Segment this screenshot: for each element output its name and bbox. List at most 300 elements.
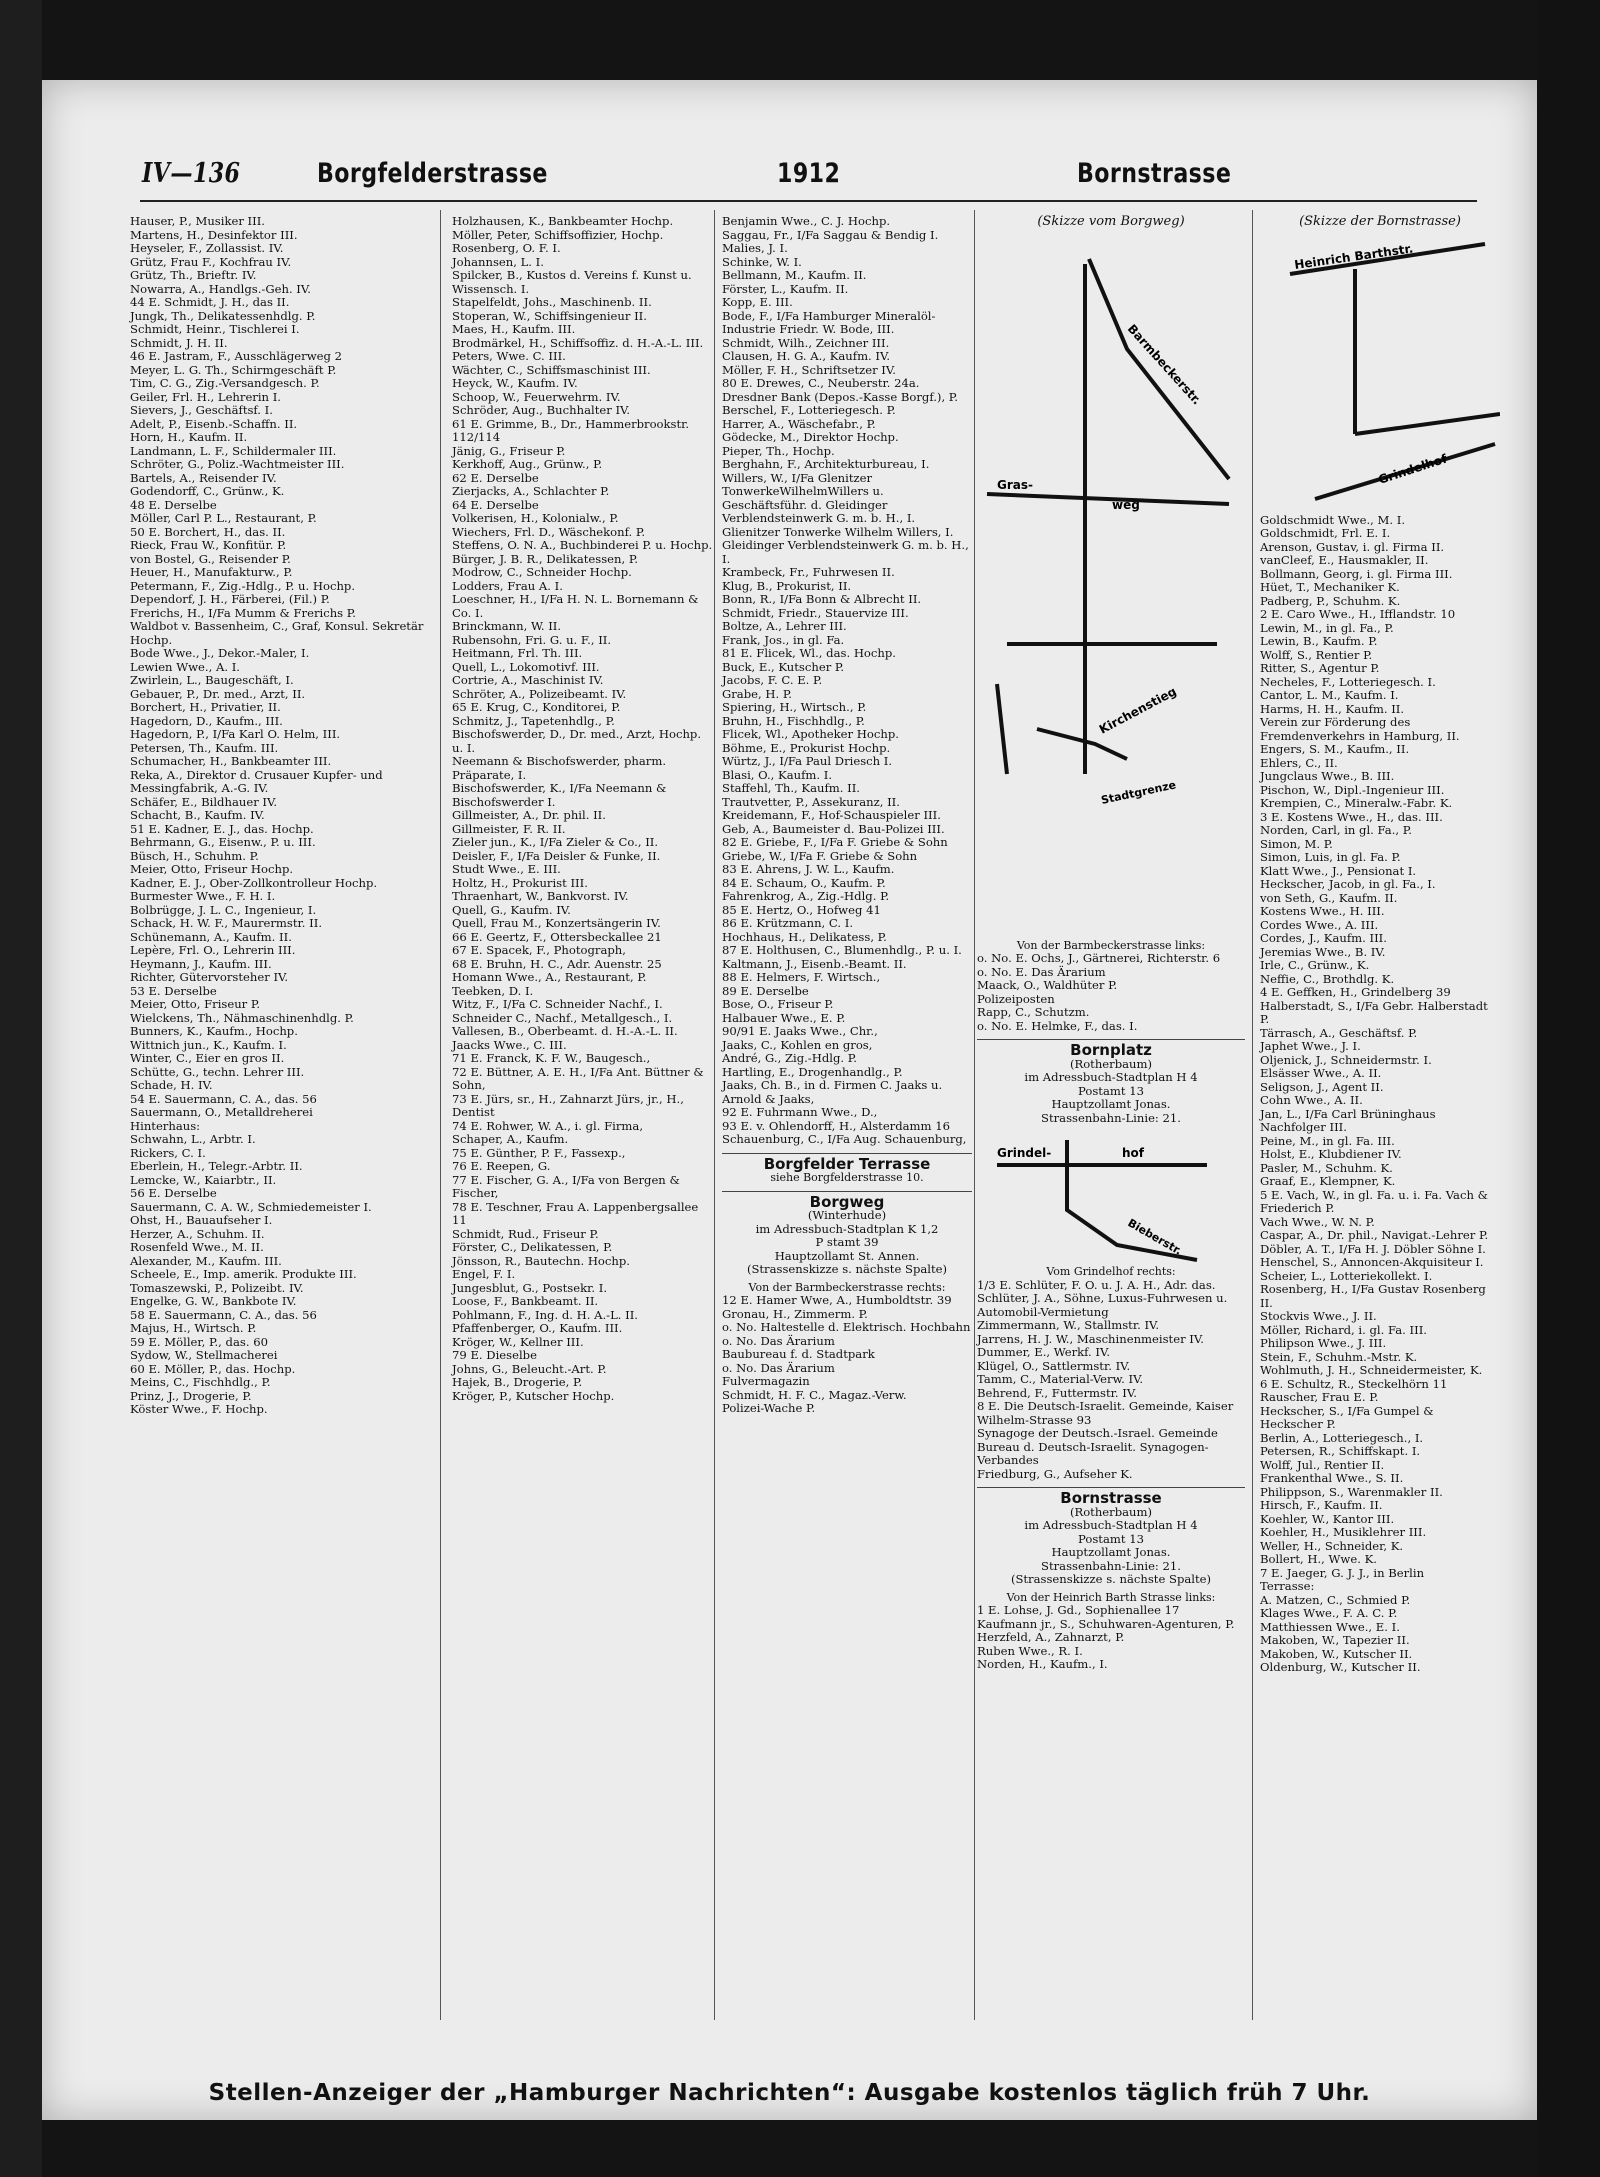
directory-entry: Hirsch, F., Kaufm. II. — [1260, 1498, 1383, 1512]
directory-entry: 76 E. Reepen, G. — [452, 1159, 551, 1173]
directory-entry: Irle, C., Grünw., K. — [1260, 958, 1370, 972]
bornstrasse-box — [977, 1487, 1245, 1587]
column-1-entries — [130, 215, 435, 1417]
column-3 — [722, 215, 972, 1416]
box-title: Bornplatz — [1070, 1041, 1152, 1059]
directory-entry: Martens, H., Desinfektor III. — [130, 227, 298, 242]
directory-entry: Weller, H., Schneider, K. — [1260, 1538, 1404, 1553]
directory-entry: Maes, H., Kaufm. III. — [452, 322, 576, 336]
directory-entry: Jungclaus Wwe., B. III. — [1260, 769, 1395, 783]
directory-entry: Makoben, W., Tapezier II. — [1260, 1633, 1410, 1647]
directory-entry: A. Matzen, C., Schmied P. — [1260, 1592, 1411, 1607]
column-divider — [1252, 210, 1253, 2020]
page-number: IV—136 — [142, 158, 241, 189]
sketch-label-kirchenstieg: Kirchenstieg — [1096, 683, 1179, 737]
directory-entry: Hauptzollamt Jonas. — [1051, 1097, 1171, 1111]
directory-entry: Flicek, Wl., Apotheker Hochp. — [722, 727, 899, 741]
directory-entry: Jarrens, H. J. W., Maschinenmeister IV. — [977, 1331, 1204, 1346]
directory-entry: Seligson, J., Agent II. — [1260, 1079, 1384, 1094]
directory-entry: Majus, H., Wirtsch. P. — [130, 1321, 257, 1335]
directory-entry: o. No. E. Helmke, F., das. I. — [977, 1018, 1138, 1033]
directory-entry: 90/91 E. Jaaks Wwe., Chr., — [722, 1024, 878, 1038]
directory-entry: Klatt Wwe., J., Pensionat I. — [1260, 863, 1417, 878]
directory-entry: Arenson, Gustav, i. gl. Firma II. — [1260, 539, 1445, 554]
directory-entry: Jaacks Wwe., C. III. — [452, 1037, 567, 1052]
directory-entry: Frank, Jos., in gl. Fa. — [722, 632, 845, 647]
directory-entry: Wielckens, Th., Nähmaschinenhdlg. P. — [130, 1010, 354, 1025]
directory-entry: Deisler, F., I/Fa Deisler & Funke, II. — [452, 848, 661, 863]
header-rule — [140, 200, 1477, 202]
directory-entry: Goldschmidt Wwe., M. I. — [1260, 512, 1406, 527]
box-entries — [722, 1294, 972, 1416]
directory-entry: 1/3 E. Schlüter, F. O. u. J. A. H., Adr. das. — [977, 1277, 1216, 1292]
directory-entry: Makoben, W., Kutscher II. — [1260, 1646, 1413, 1661]
directory-entry: Schröter, G., Poliz.-Wachtmeister III. — [130, 457, 345, 471]
directory-entry: Kaltmann, J., Eisenb.-Beamt. II. — [722, 956, 907, 971]
directory-entry: Wohlmuth, J. H., Schneidermeister, K. — [1260, 1363, 1483, 1377]
directory-entry: Holtz, H., Prokurist III. — [452, 875, 588, 890]
directory-entry: Richter, Gütervorsteher IV. — [130, 970, 289, 984]
directory-entry: Gronau, H., Zimmerm. P. — [722, 1306, 868, 1321]
directory-entry: Schumacher, H., Bankbeamter III. — [130, 754, 332, 768]
directory-entry: Heuer, H., Manufakturw., P. — [130, 565, 293, 579]
directory-entry: 3 E. Kostens Wwe., H., das. III. — [1260, 809, 1443, 824]
directory-entry: Zwirlein, L., Baugeschäft, I. — [130, 673, 294, 687]
directory-entry: (Strassenskizze s. nächste Spalte) — [1010, 1572, 1212, 1586]
directory-entry: Bartels, A., Reisender IV. — [130, 470, 277, 485]
directory-entry: o. No. Das Ärarium — [722, 1333, 835, 1348]
directory-entry: Sievers, J., Geschäftsf. I. — [130, 403, 273, 417]
directory-entry: Schinke, W. I. — [722, 254, 802, 269]
directory-entry: Scheier, L., Lotteriekollekt. I. — [1260, 1268, 1433, 1283]
box-lines — [722, 1209, 972, 1277]
directory-entry: Harms, H. H., Kaufm. II. — [1260, 701, 1405, 716]
directory-entry: Schmidt, Wilh., Zeichner III. — [722, 335, 890, 350]
directory-entry: Benjamin Wwe., C. J. Hochp. — [722, 214, 891, 228]
column-3-entries — [722, 215, 972, 1147]
directory-entry: Schneider C., Nachf., Metallgesch., I. — [452, 1010, 673, 1025]
directory-entry: Wittnich jun., K., Kaufm. I. — [130, 1037, 287, 1052]
directory-entry: Brodmärkel, H., Schiffsoffiz. d. H.-A.-L. III. — [452, 335, 704, 350]
sketch-label-weg: weg — [1112, 497, 1140, 512]
directory-entry: Loose, F., Bankbeamt. II. — [452, 1294, 599, 1308]
directory-entry: Jaaks, Ch. B., in d. Firmen C. Jaaks u. Arnold & Jaaks, — [722, 1078, 946, 1106]
directory-entry: Möller, Richard, i. gl. Fa. III. — [1260, 1322, 1427, 1337]
directory-entry: Förster, L., Kaufm. II. — [722, 281, 849, 296]
year-title: 1912 — [777, 158, 841, 189]
directory-entry: Neemann & Bischofswerder, pharm. Präparate, I. — [452, 754, 670, 782]
directory-entry: Tärrasch, A., Geschäftsf. P. — [1260, 1025, 1418, 1040]
directory-entry: Kröger, W., Kellner III. — [452, 1334, 584, 1349]
sketch-label-grindelhof: Grindelhof — [1376, 451, 1449, 487]
directory-entry: Borchert, H., Privatier, II. — [130, 700, 281, 714]
directory-entry: Neffie, C., Brothdlg. K. — [1260, 971, 1395, 986]
scan-border-right — [1537, 0, 1600, 2177]
sketch-label-heinrich-barthstr: Heinrich Barthstr. — [1293, 240, 1415, 272]
directory-entry: Sydow, W., Stellmacherei — [130, 1348, 278, 1362]
sketch-label-gras: Gras- — [997, 477, 1033, 492]
directory-entry: Büsch, H., Schuhm. P. — [130, 848, 259, 863]
directory-entry: Tamm, C., Material-Verw. IV. — [977, 1372, 1144, 1386]
directory-entry: Engelke, G. W., Bankbote IV. — [130, 1294, 297, 1308]
directory-entry: Grabe, H. P. — [722, 686, 792, 701]
directory-entry: Postamt 13 — [1078, 1083, 1144, 1098]
directory-entry: Vallesen, B., Oberbeamt. d. H.-A.-L. II. — [452, 1024, 678, 1038]
directory-entry: Ehlers, C., II. — [1260, 755, 1338, 770]
directory-entry: Horn, H., Kaufm. II. — [130, 430, 248, 444]
directory-entry: Winter, C., Eier en gros II. — [130, 1051, 285, 1065]
directory-entry: 12 E. Hamer Wwe, A., Humboldtstr. 39 — [722, 1293, 952, 1307]
directory-entry: Steffens, O. N. A., Buchbinderei P. u. Hochp. — [452, 538, 713, 552]
box-subtitle: siehe Borgfelderstrasse 10. — [770, 1171, 924, 1184]
column-divider — [714, 210, 715, 2020]
directory-entry: Halberstadt, S., I/Fa Gebr. Halberstadt P. — [1260, 998, 1492, 1026]
directory-entry: 56 E. Derselbe — [130, 1186, 217, 1200]
directory-entry: Landmann, L. F., Schildermaler III. — [130, 443, 337, 458]
directory-entry: Synagoge der Deutsch.-Israel. Gemeinde — [977, 1426, 1218, 1440]
directory-entry: 93 E. v. Ohlendorff, H., Alsterdamm 16 — [722, 1118, 950, 1133]
directory-entry: Schauenburg, C., I/Fa Aug. Schauenburg, — [722, 1132, 967, 1146]
directory-entry: Cohn Wwe., A. II. — [1260, 1093, 1363, 1107]
directory-entry: Hochhaus, H., Delikatess, P. — [722, 929, 887, 944]
directory-entry: Quell, Frau M., Konzertsängerin IV. — [452, 916, 661, 930]
directory-entry: 65 E. Krug, C., Konditorei, P. — [452, 700, 621, 714]
directory-entry: Schwahn, L., Arbtr. I. — [130, 1132, 256, 1146]
directory-entry: Berghahn, F., Architekturbureau, I. — [722, 457, 930, 471]
directory-entry: 75 E. Günther, P. F., Fassexp., — [452, 1145, 626, 1160]
directory-entry: Scheele, E., Imp. amerik. Produkte III. — [130, 1267, 357, 1281]
directory-entry: 72 E. Büttner, A. E. H., I/Fa Ant. Büttner & Sohn, — [452, 1064, 708, 1092]
directory-entry: Koehler, W., Kantor III. — [1260, 1511, 1395, 1526]
directory-entry: 92 E. Fuhrmann Wwe., D., — [722, 1105, 878, 1119]
bornplatz-box — [977, 1039, 1245, 1125]
section-heading: Vom Grindelhof rechts: — [1046, 1265, 1176, 1278]
directory-entry: 82 E. Griebe, F., I/Fa F. Griebe & Sohn — [722, 835, 948, 849]
directory-entry: Heyseler, F., Zollassist. IV. — [130, 241, 284, 255]
directory-entry: Peters, Wwe. C. III. — [452, 349, 566, 363]
directory-entry: Verein zur Förderung des Fremdenverkehrs in Hamburg, II. — [1260, 715, 1460, 743]
directory-entry: Schröter, A., Polizeibeamt. IV. — [452, 686, 627, 701]
directory-entry: 66 E. Geertz, F., Ottersbeckallee 21 — [452, 929, 662, 944]
directory-entry: Kostens Wwe., H. III. — [1260, 904, 1385, 918]
directory-entry: Schmidt, H. F. C., Magaz.-Verw. — [722, 1387, 907, 1402]
directory-entry: Zimmermann, W., Stallmstr. IV. — [977, 1318, 1160, 1332]
directory-entry: Clausen, H. G. A., Kaufm. IV. — [722, 349, 891, 363]
directory-entry: 61 E. Grimme, B., Dr., Hammerbrookstr. 112/114 — [452, 416, 693, 444]
directory-entry: Ohst, H., Bauaufseher I. — [130, 1213, 273, 1227]
directory-entry: Philippson, S., Warenmakler II. — [1260, 1484, 1443, 1499]
directory-entry: Jacobs, F. C. E. P. — [722, 673, 823, 687]
directory-entry: Rosenberg, O. F. I. — [452, 241, 561, 255]
directory-entry: Gillmeister, A., Dr. phil. II. — [452, 808, 606, 822]
directory-entry: Grütz, Th., Brieftr. IV. — [130, 268, 257, 282]
directory-entry: Rapp, C., Schutzm. — [977, 1005, 1090, 1019]
directory-entry: Spiering, H., Wirtsch., P. — [722, 700, 867, 714]
directory-entry: Lodders, Frau A. I. — [452, 578, 563, 593]
directory-entry: Schmidt, Heinr., Tischlerei I. — [130, 322, 300, 336]
directory-entry: 78 E. Teschner, Frau A. Lappenbergsallee 11 — [452, 1199, 702, 1227]
directory-entry: Pfaffenberger, O., Kaufm. III. — [452, 1321, 623, 1335]
directory-entry: Bollmann, Georg, i. gl. Firma III. — [1260, 566, 1453, 581]
directory-entry: 48 E. Derselbe — [130, 497, 217, 512]
directory-entry: Rosenberg, H., I/Fa Gustav Rosenberg II. — [1260, 1282, 1490, 1310]
directory-entry: Kaufmann jr., S., Schuhwaren-Agenturen, P. — [977, 1616, 1235, 1631]
directory-entry: Wolff, S., Rentier P. — [1260, 647, 1373, 662]
directory-entry: Cordes Wwe., A. III. — [1260, 917, 1379, 932]
directory-entry: Baubureau f. d. Stadtpark — [722, 1347, 875, 1361]
directory-entry: Grütz, Frau F., Kochfrau IV. — [130, 254, 292, 269]
directory-entry: Graaf, E., Klempner, K. — [1260, 1174, 1396, 1188]
directory-entry: Dresdner Bank (Depos.-Kasse Borgf.), P. — [722, 389, 958, 404]
directory-entry: Heckscher, Jacob, in gl. Fa., I. — [1260, 877, 1436, 891]
section-heading: Von der Barmbeckerstrasse rechts: — [748, 1280, 946, 1294]
directory-entry: Willers, W., I/Fa Glenitzer TonwerkeWilhelmWillers u. Geschäftsführ. d. Gleidinger Verblendsteinwerk G. m. b. H., I. — [722, 470, 916, 525]
directory-entry: Kreidemann, F., Hof-Schauspieler III. — [722, 808, 941, 822]
directory-entry: Loeschner, H., I/Fa H. N. L. Bornemann & Co. I. — [452, 592, 703, 620]
directory-entry: Schaper, A., Kaufm. — [452, 1132, 569, 1146]
directory-entry: Klages Wwe., F. A. C. P. — [1260, 1606, 1398, 1620]
directory-entry: 8 E. Die Deutsch-Israelit. Gemeinde, Kaiser Wilhelm-Strasse 93 — [977, 1399, 1237, 1427]
directory-entry: Blasi, O., Kaufm. I. — [722, 767, 833, 782]
directory-entry: Rieck, Frau W., Konfitür. P. — [130, 538, 287, 552]
directory-entry: 51 E. Kadner, E. J., das. Hochp. — [130, 821, 314, 836]
directory-entry: Ritter, S., Agentur P. — [1260, 661, 1380, 675]
directory-entry: Rubensohn, Fri. G. u. F., II. — [452, 632, 612, 647]
directory-entry: (Strassenskizze s. nächste Spalte) — [746, 1262, 948, 1276]
directory-entry: Terrasse: — [1260, 1579, 1315, 1593]
directory-entry: Modrow, C., Schneider Hochp. — [452, 565, 632, 579]
directory-entry: P stamt 39 — [815, 1235, 879, 1249]
directory-entry: Alexander, M., Kaufm. III. — [130, 1253, 282, 1268]
column-divider — [440, 210, 441, 2020]
directory-entry: Stockvis Wwe., J. II. — [1260, 1309, 1377, 1323]
directory-entry: Postamt 13 — [1078, 1531, 1144, 1546]
directory-entry: Johannsen, L. I. — [452, 254, 544, 269]
directory-entry: 2 E. Caro Wwe., H., Ifflandstr. 10 — [1260, 607, 1456, 621]
directory-entry: Rosenfeld Wwe., M. II. — [130, 1240, 264, 1254]
directory-entry: Schmidt, J. H. II. — [130, 335, 228, 350]
directory-entry: 6 E. Schultz, R., Steckelhörn 11 — [1260, 1376, 1448, 1391]
directory-entry: Strassenbahn-Linie: 21. — [1041, 1110, 1181, 1125]
directory-entry: Ruben Wwe., R. I. — [977, 1643, 1083, 1658]
directory-entry: Engel, F. I. — [452, 1267, 516, 1281]
directory-entry: Lewin, M., in gl. Fa., P. — [1260, 620, 1394, 635]
directory-entry: Kadner, E. J., Ober-Zollkontrolleur Hochp. — [130, 875, 378, 890]
directory-entry: Simon, Luis, in gl. Fa. P. — [1260, 850, 1401, 864]
directory-entry: Hagedorn, P., I/Fa Karl O. Helm, III. — [130, 727, 341, 741]
directory-entry: Schütte, G., techn. Lehrer III. — [130, 1064, 305, 1079]
directory-entry: 64 E. Derselbe — [452, 497, 539, 512]
directory-entry: Förster, C., Delikatessen, P. — [452, 1240, 613, 1254]
directory-entry: 86 E. Krützmann, C. I. — [722, 916, 854, 930]
directory-entry: Japhet Wwe., J. I. — [1260, 1039, 1361, 1053]
directory-entry: Möller, Peter, Schiffsoffizier, Hochp. — [452, 227, 664, 242]
directory-entry: Cortrie, A., Maschinist IV. — [452, 673, 604, 687]
directory-entry: Kröger, P., Kutscher Hochp. — [452, 1388, 615, 1403]
directory-entry: Wiechers, Frl. D., Wäschekonf. P. — [452, 524, 646, 539]
directory-entry: im Adressbuch-Stadtplan H 4 — [1024, 1070, 1198, 1084]
sketch-label-bieberstr: Bieberstr. — [1125, 1216, 1185, 1258]
directory-entry: Necheles, F., Lotteriegesch. I. — [1260, 674, 1436, 689]
directory-entry: 7 E. Jaeger, G. J. J., in Berlin — [1260, 1565, 1425, 1580]
directory-entry: Bruhn, H., Fischhdlg., P. — [722, 713, 865, 728]
directory-entry: Stoperan, W., Schiffsingenieur II. — [452, 308, 647, 323]
directory-entry: Lewien Wwe., A. I. — [130, 659, 240, 674]
directory-entry: Holst, E., Klubdiener IV. — [1260, 1147, 1402, 1161]
directory-entry: Frerichs, H., I/Fa Mumm & Frerichs P. — [130, 605, 356, 620]
directory-entry: 77 E. Fischer, G. A., I/Fa von Bergen & Fischer, — [452, 1172, 684, 1200]
section-entries — [977, 1604, 1245, 1672]
directory-entry: Waldbot v. Bassenheim, C., Graf, Konsul. Sekretär Hochp. — [130, 619, 428, 647]
directory-entry: Cordes, J., Kaufm. III. — [1260, 931, 1387, 945]
directory-entry: Polizei-Wache P. — [722, 1401, 816, 1415]
directory-entry: Jänig, G., Friseur P. — [452, 443, 566, 458]
directory-entry: Hauser, P., Musiker III. — [130, 214, 265, 228]
directory-entry: Gleidinger Verblendsteinwerk G. m. b. H., I. — [722, 538, 973, 566]
directory-entry: Pohlmann, F., Ing. d. H. A.-L. II. — [452, 1307, 638, 1322]
column-5-entries — [1260, 514, 1500, 1675]
directory-entry: 84 E. Schaum, O., Kaufm. P. — [722, 875, 886, 890]
section-entries — [977, 952, 1245, 1033]
directory-entry: Bode Wwe., J., Dekor.-Maler, I. — [130, 646, 310, 660]
directory-entry: Sauermann, O., Metalldreherei — [130, 1105, 313, 1119]
directory-entry: Cantor, L. M., Kaufm. I. — [1260, 688, 1399, 702]
street-right-title: Bornstrasse — [1077, 158, 1232, 189]
directory-entry: 62 E. Derselbe — [452, 470, 539, 485]
directory-entry: Schmitz, J., Tapetenhdlg., P. — [452, 713, 615, 728]
directory-entry: Gebauer, P., Dr. med., Arzt, II. — [130, 686, 306, 701]
directory-entry: 68 E. Bruhn, H. C., Adr. Auenstr. 25 — [452, 956, 662, 971]
directory-entry: Tomaszewski, P., Polizeibt. IV. — [130, 1280, 304, 1295]
directory-entry: 53 E. Derselbe — [130, 983, 217, 998]
directory-entry: Friedburg, G., Aufseher K. — [977, 1466, 1133, 1481]
directory-entry: Homann Wwe., A., Restaurant, P. — [452, 970, 647, 984]
sketch-caption: (Skizze der Bornstrasse) — [1299, 214, 1461, 229]
directory-entry: Zierjacks, A., Schlachter P. — [452, 484, 610, 498]
directory-entry: 83 E. Ahrens, J. W. L., Kaufm. — [722, 862, 895, 876]
directory-entry: Schoop, W., Feuerwehrm. IV. — [452, 389, 621, 404]
directory-entry: Schäfer, E., Bildhauer IV. — [130, 794, 278, 809]
directory-entry: Wächter, C., Schiffsmaschinist III. — [452, 362, 651, 377]
directory-entry: Petersen, R., Schiffskapt. I. — [1260, 1444, 1421, 1458]
directory-entry: Prinz, J., Drogerie, P. — [130, 1388, 252, 1403]
directory-entry: 44 E. Schmidt, J. H., das II. — [130, 295, 290, 309]
sketch-label-grindel: Grindel- — [997, 1146, 1052, 1160]
directory-entry: Klug, B., Prokurist, II. — [722, 578, 852, 593]
directory-entry: vanCleef, E., Hausmakler, II. — [1260, 553, 1429, 567]
directory-entry: Heitmann, Frl. Th. III. — [452, 646, 583, 660]
directory-entry: André, G., Zig.-Hdlg. P. — [722, 1051, 857, 1065]
directory-entry: Reka, A., Direktor d. Crusauer Kupfer- und Messingfabrik, A.-G. IV. — [130, 767, 387, 795]
directory-entry: Köster Wwe., F. Hochp. — [130, 1402, 268, 1416]
directory-entry: 85 E. Hertz, O., Hofweg 41 — [722, 902, 881, 917]
directory-entry: Lewin, B., Kaufm. P. — [1260, 634, 1378, 648]
directory-entry: Schacht, B., Kaufm. IV. — [130, 808, 265, 822]
directory-entry: Volkerisen, H., Kolonialw., P. — [452, 511, 619, 525]
directory-entry: Schade, H. IV. — [130, 1078, 213, 1092]
directory-entry: Norden, H., Kaufm., I. — [977, 1657, 1108, 1671]
directory-entry: 50 E. Borchert, H., das. II. — [130, 524, 286, 539]
directory-entry: Hartling, E., Drogenhandlg., P. — [722, 1064, 903, 1079]
directory-entry: Jan, L., I/Fa Carl Brüninghaus Nachfolger III. — [1260, 1106, 1440, 1134]
directory-entry: Quell, L., Lokomotivf. III. — [452, 659, 600, 674]
directory-entry: Henschel, S., Annoncen-Akquisiteur I. — [1260, 1255, 1484, 1269]
directory-entry: 67 E. Spacek, F., Photograph, — [452, 943, 626, 957]
directory-entry: Kerkhoff, Aug., Grünw., P. — [452, 457, 603, 471]
directory-entry: Jeremias Wwe., B. IV. — [1260, 944, 1386, 959]
box-title: Bornstrasse — [1060, 1489, 1162, 1507]
directory-entry: Vach Wwe., W. N. P. — [1260, 1214, 1375, 1229]
directory-entry: Caspar, A., Dr. phil., Navigat.-Lehrer P. — [1260, 1228, 1489, 1242]
directory-entry: Elsässer Wwe., A. II. — [1260, 1066, 1382, 1080]
directory-entry: 46 E. Jastram, F., Ausschlägerweg 2 — [130, 349, 342, 363]
directory-entry: Stapelfeldt, Johs., Maschinenb. II. — [452, 295, 652, 309]
directory-entry: Saggau, Fr., I/Fa Saggau & Bendig I. — [722, 227, 939, 242]
directory-entry: Engers, S. M., Kaufm., II. — [1260, 742, 1410, 756]
directory-entry: Pasler, M., Schuhm. K. — [1260, 1160, 1393, 1175]
directory-entry: Petermann, F., Zig.-Hdlg., P. u. Hochp. — [130, 578, 356, 593]
box-title: Borgfelder Terrasse — [763, 1154, 931, 1173]
directory-entry: o. No. Haltestelle d. Elektrisch. Hochbahn — [722, 1320, 971, 1334]
directory-entry: 87 E. Holthusen, C., Blumenhdlg., P. u. I. — [722, 943, 962, 957]
directory-entry: Herzfeld, A., Zahnarzt, P. — [977, 1630, 1125, 1644]
directory-entry: Polizeiposten — [977, 991, 1055, 1006]
directory-entry: Goldschmidt, Frl. E. I. — [1260, 526, 1391, 540]
directory-entry: Würtz, J., I/Fa Paul Driesch I. — [722, 754, 893, 768]
directory-entry: Teebken, D. I. — [452, 983, 534, 998]
directory-entry: Gödecke, M., Direktor Hochp. — [722, 430, 899, 444]
box-title: Borgweg — [809, 1192, 885, 1211]
directory-entry: Hauptzollamt St. Annen. — [774, 1248, 920, 1263]
borgfelder-terrasse-box — [722, 1153, 972, 1185]
directory-entry: Möller, Carl P. L., Restaurant, P. — [130, 511, 317, 525]
column-5 — [1260, 215, 1500, 1675]
directory-entry: Geb, A., Baumeister d. Bau-Polizei III. — [722, 821, 945, 836]
directory-entry: Brinckmann, W. II. — [452, 619, 562, 633]
directory-entry: Bunners, K., Kaufm., Hochp. — [130, 1024, 298, 1038]
directory-entry: Heyck, W., Kaufm. IV. — [452, 376, 578, 390]
sketch-label-barmbeckerstr: Barmbeckerstr. — [1124, 321, 1205, 407]
directory-entry: Gillmeister, F. R. II. — [452, 821, 566, 836]
directory-entry: 81 E. Flicek, Wl., das. Hochp. — [722, 646, 896, 660]
directory-entry: Jaaks, C., Kohlen en gros, — [722, 1037, 873, 1052]
directory-entry: Godendorff, C., Grünw., K. — [130, 484, 285, 498]
directory-entry: Petersen, Th., Kaufm. III. — [130, 740, 279, 755]
directory-entry: Pieper, Th., Hochp. — [722, 443, 835, 458]
directory-entry: Jungesblut, G., Postsekr. I. — [452, 1280, 608, 1295]
directory-entry: 88 E. Helmers, F. Wirtsch., — [722, 970, 881, 984]
sketch-label-stadtgrenze: Stadtgrenze — [1099, 777, 1178, 807]
directory-entry: Studt Wwe., E. III. — [452, 862, 561, 876]
directory-entry: Schmidt, Rud., Friseur P. — [452, 1226, 599, 1241]
directory-entry: Schünemann, A., Kaufm. II. — [130, 929, 292, 944]
directory-entry: Döbler, A. T., I/Fa H. J. Döbler Söhne I. — [1260, 1241, 1486, 1256]
directory-entry: Bellmann, M., Kaufm. II. — [722, 268, 867, 282]
directory-entry: 71 E. Franck, K. F. W., Baugesch., — [452, 1051, 651, 1065]
directory-entry: Fahrenkrog, A., Zig.-Hdlg. P. — [722, 889, 890, 903]
directory-entry: Glienitzer Tonwerke Wilhelm Willers, I. — [722, 524, 954, 539]
directory-entry: Dummer, E., Werkf. IV. — [977, 1345, 1111, 1359]
directory-entry: Eberlein, H., Telegr.-Arbtr. II. — [130, 1159, 303, 1173]
directory-entry: (Rotherbaum) — [1069, 1056, 1153, 1071]
directory-entry: Herzer, A., Schuhm. II. — [130, 1226, 265, 1241]
directory-entry: Trautvetter, P., Assekuranz, II. — [722, 794, 900, 809]
directory-entry: Bode, F., I/Fa Hamburger Mineralöl-Industrie Friedr. W. Bode, III. — [722, 308, 936, 336]
directory-entry: 54 E. Sauermann, C. A., das. 56 — [130, 1091, 317, 1106]
directory-entry: Meins, C., Fischhdlg., P. — [130, 1375, 271, 1389]
directory-entry: Bischofswerder, K., I/Fa Neemann & Bischofswerder I. — [452, 781, 671, 809]
directory-entry: Geiler, Frl. H., Lehrerin I. — [130, 389, 281, 404]
